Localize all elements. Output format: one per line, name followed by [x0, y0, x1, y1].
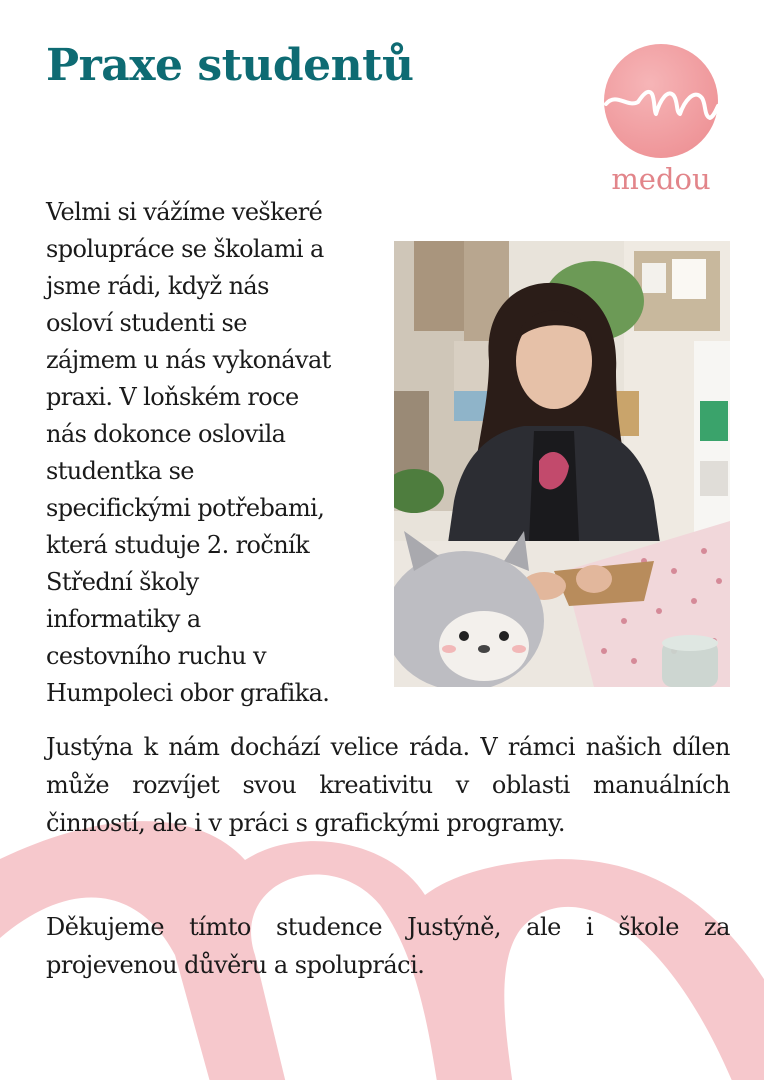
medou-m-logo-icon: [602, 44, 720, 158]
intro-line: informatiky a: [46, 605, 201, 633]
intro-line: specifickými potřebami,: [46, 494, 325, 522]
intro-line: spolupráce se školami a: [46, 235, 324, 263]
intro-line: Střední školy: [46, 568, 199, 596]
intro-line: studentka se: [46, 457, 194, 485]
intro-line: praxi. V loňském roce: [46, 383, 299, 411]
intro-line: zájmem u nás vykonávat: [46, 346, 331, 374]
intro-line: Humpoleci obor grafika.: [46, 679, 330, 707]
intro-line: která studuje 2. ročník: [46, 531, 310, 559]
intro-text: [46, 194, 380, 712]
thanks-paragraph: Děkujeme tímto studence Justýně, ale i škole za projevenou důvěru a spolupráci.: [46, 913, 730, 979]
intro-line: nás dokonce oslovila: [46, 420, 286, 448]
intro-line: osloví studenti se: [46, 309, 247, 337]
brand-logo: [602, 44, 720, 204]
body-paragraph: Justýna k nám dochází velice ráda. V rámci našich dílen může rozvíjet svou kreativitu v oblasti manuálních činností, ale i v práci s grafickými programy.: [46, 733, 730, 837]
page-title: Praxe studentů: [46, 40, 414, 91]
student-photo: [394, 241, 730, 687]
logo-wordmark: medou: [611, 162, 711, 196]
intro-line: cestovního ruchu v: [46, 642, 266, 670]
intro-line: Velmi si vážíme veškeré: [46, 198, 323, 226]
intro-line: jsme rádi, když nás: [46, 272, 269, 300]
student-photo-illustration: [394, 241, 730, 687]
